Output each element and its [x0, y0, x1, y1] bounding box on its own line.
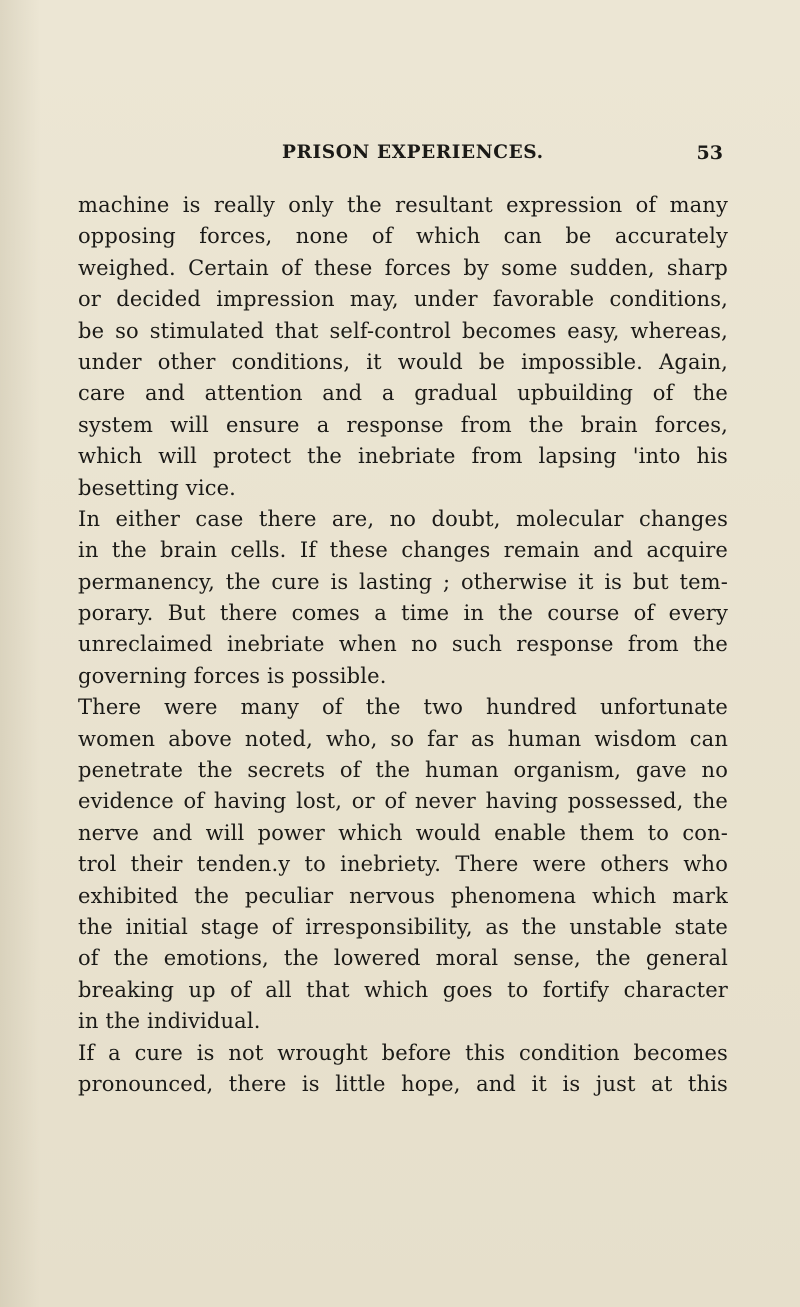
text-line: system will ensure a response from the brain forces, [78, 412, 728, 437]
text-line: opposing forces, none of which can be accurately [78, 224, 728, 249]
text-line: exhibited the peculiar nervous phenomena which mark [78, 883, 728, 908]
text-line: breaking up of all that which goes to fortify character [78, 977, 728, 1002]
text-line: the initial stage of irresponsibility, as the unstable state [78, 914, 728, 939]
text-line: under other conditions, it would be impossible. Again, [78, 349, 728, 374]
text-line: nerve and will power which would enable them to con- [78, 820, 728, 845]
text-line: of the emotions, the lowered moral sense, the general [78, 946, 728, 971]
text-line: care and attention and a gradual upbuilding of the [78, 381, 728, 406]
page-header [0, 142, 800, 170]
text-line: evidence of having lost, or of never having possessed, the [78, 789, 728, 814]
body-text [78, 190, 728, 1100]
text-line: There were many of the two hundred unfortunate [78, 695, 728, 720]
text-line: permanency, the cure is lasting ; otherwise it is but tem- [78, 569, 728, 594]
running-head: PRISON EXPERIENCES. [282, 142, 544, 163]
text-line: governing forces is possible. [78, 663, 387, 688]
text-line: unreclaimed inebriate when no such response from the [78, 632, 728, 657]
text-line: penetrate the secrets of the human organism, gave no [78, 758, 728, 783]
text-line: which will protect the inebriate from lapsing 'into his [78, 444, 728, 469]
text-line: in the individual. [78, 1009, 261, 1034]
text-line: besetting vice. [78, 475, 237, 500]
text-line: in the brain cells. If these changes remain and acquire [78, 538, 728, 563]
page-number: 53 [696, 142, 723, 164]
text-line: porary. But there comes a time in the course of every [78, 601, 728, 626]
text-line: machine is really only the resultant expression of many [78, 193, 728, 217]
text-line: In either case there are, no doubt, molecular changes [78, 506, 728, 531]
text-line: pronounced, there is little hope, and it is just at this [78, 1071, 728, 1096]
text-line: be so stimulated that self-control becomes easy, whereas, [78, 318, 728, 343]
text-line: If a cure is not wrought before this condition becomes [78, 1040, 728, 1065]
text-line: trol their tenden.y to inebriety. There were others who [78, 852, 728, 877]
text-line: or decided impression may, under favorable conditions, [78, 287, 728, 312]
text-line: women above noted, who, so far as human wisdom can [78, 726, 728, 751]
text-line: weighed. Certain of these forces by some sudden, sharp [78, 255, 728, 280]
